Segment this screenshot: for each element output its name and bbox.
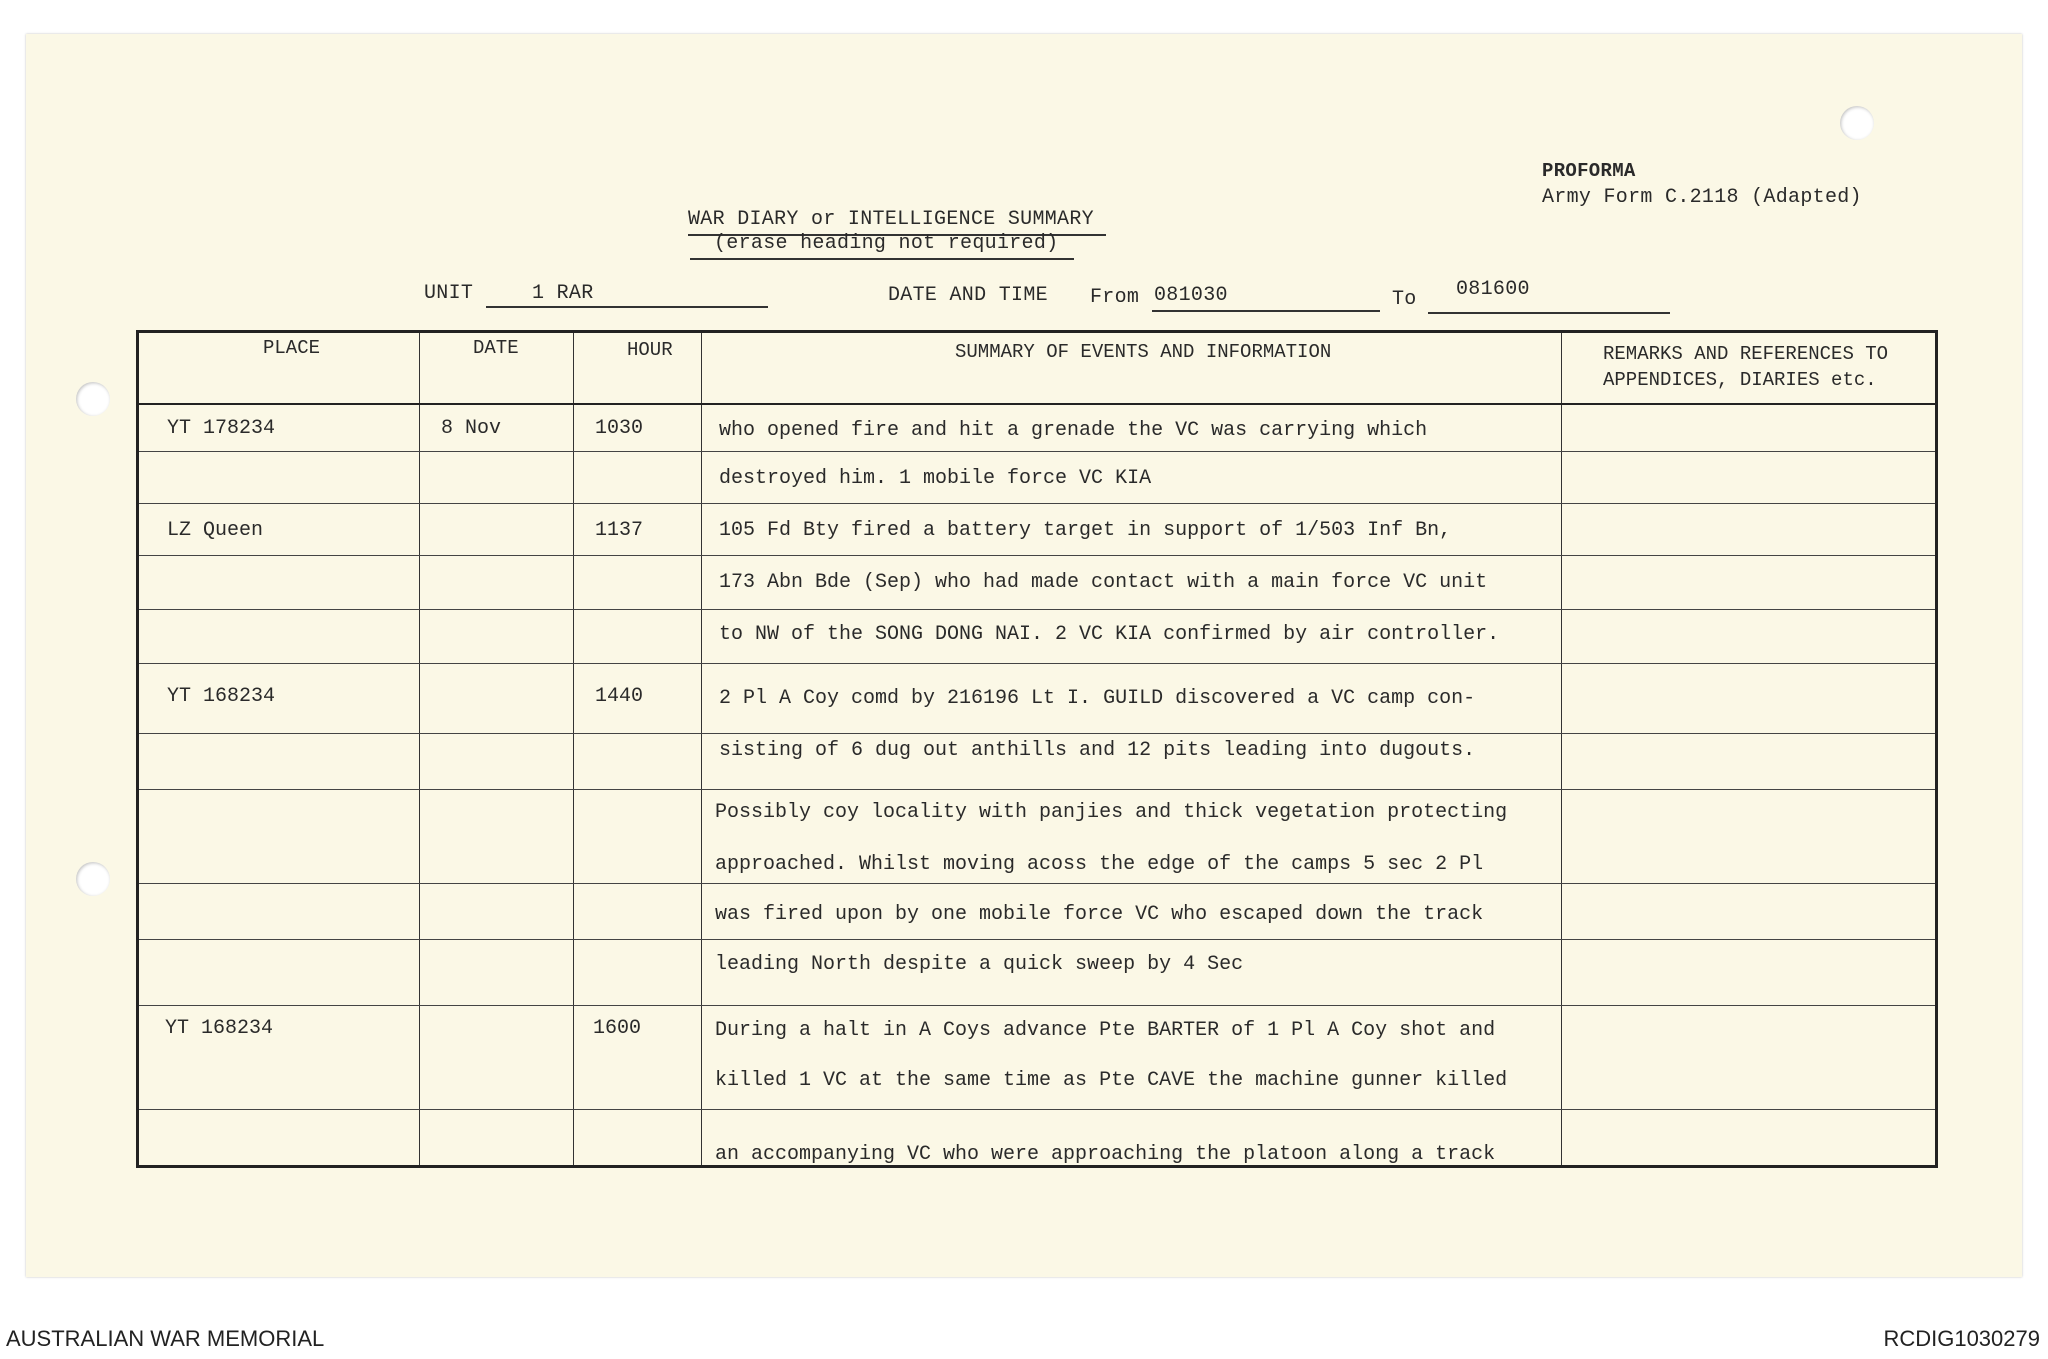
- summary-cell: destroyed him. 1 mobile force VC KIA: [719, 467, 1152, 490]
- summary-cell: an accompanying VC who were approaching the platoon along a track: [715, 1143, 1496, 1166]
- column-divider: [573, 333, 574, 1165]
- proforma-label: PROFORMA: [1542, 160, 1636, 182]
- punch-hole: [1840, 106, 1874, 140]
- row-divider: [139, 883, 1935, 884]
- place-cell: YT 168234: [167, 685, 276, 708]
- unit-value: 1 RAR: [532, 282, 594, 305]
- row-divider: [139, 733, 1935, 734]
- column-divider: [1561, 333, 1562, 1165]
- war-diary-table: [136, 330, 1938, 1168]
- row-divider: [139, 1109, 1935, 1110]
- to-label: To: [1392, 288, 1417, 311]
- from-underline: [1152, 310, 1380, 312]
- date-time-label: DATE AND TIME: [888, 284, 1048, 307]
- column-header-date: DATE: [473, 337, 519, 359]
- row-divider: [139, 1005, 1935, 1006]
- punch-hole: [76, 382, 110, 416]
- column-header-remarks: APPENDICES, DIARIES etc.: [1603, 369, 1877, 391]
- row-divider: [139, 451, 1935, 452]
- header-divider: [139, 403, 1935, 405]
- summary-cell: killed 1 VC at the same time as Pte CAVE the machine gunner killed: [715, 1069, 1508, 1092]
- place-cell: YT 168234: [165, 1017, 274, 1040]
- archive-reference: RCDIG1030279: [1883, 1326, 2040, 1351]
- document-title: WAR DIARY or INTELLIGENCE SUMMARY: [688, 208, 1094, 231]
- row-divider: [139, 503, 1935, 504]
- summary-cell: to NW of the SONG DONG NAI. 2 VC KIA confirmed by air controller.: [719, 623, 1500, 646]
- place-cell: YT 178234: [167, 417, 276, 440]
- to-value: 081600: [1456, 278, 1530, 301]
- punch-hole: [76, 862, 110, 896]
- hour-cell: 1137: [595, 519, 644, 542]
- summary-cell: leading North despite a quick sweep by 4 Sec: [715, 953, 1244, 976]
- hour-cell: 1440: [595, 685, 644, 708]
- summary-cell: During a halt in A Coys advance Pte BARTER of 1 Pl A Coy shot and: [715, 1019, 1496, 1042]
- summary-cell: who opened fire and hit a grenade the VC was carrying which: [719, 419, 1428, 442]
- hour-cell: 1030: [595, 417, 644, 440]
- from-value: 081030: [1154, 284, 1228, 307]
- column-header-summary: SUMMARY OF EVENTS AND INFORMATION: [955, 341, 1332, 363]
- column-divider: [701, 333, 702, 1165]
- army-form-label: Army Form C.2118 (Adapted): [1542, 186, 1862, 209]
- row-divider: [139, 939, 1935, 940]
- summary-cell: approached. Whilst moving acoss the edge of the camps 5 sec 2 Pl: [715, 853, 1484, 876]
- summary-cell: 2 Pl A Coy comd by 216196 Lt I. GUILD discovered a VC camp con-: [719, 687, 1476, 710]
- date-cell: 8 Nov: [441, 417, 502, 440]
- archive-name: AUSTRALIAN WAR MEMORIAL: [6, 1326, 325, 1351]
- column-divider: [419, 333, 420, 1165]
- unit-label: UNIT: [424, 282, 474, 305]
- summary-cell: 105 Fd Bty fired a battery target in support of 1/503 Inf Bn,: [719, 519, 1452, 542]
- hour-cell: 1600: [593, 1017, 642, 1040]
- row-divider: [139, 789, 1935, 790]
- row-divider: [139, 555, 1935, 556]
- column-header-hour: HOUR: [627, 339, 673, 361]
- summary-cell: was fired upon by one mobile force VC who escaped down the track: [715, 903, 1484, 926]
- subtitle-underline: [690, 258, 1074, 260]
- row-divider: [139, 609, 1935, 610]
- column-header-remarks: REMARKS AND REFERENCES TO: [1603, 343, 1889, 365]
- from-label: From: [1090, 286, 1140, 309]
- column-header-place: PLACE: [263, 337, 321, 359]
- row-divider: [139, 663, 1935, 664]
- document-subtitle: (erase heading not required): [714, 232, 1059, 255]
- place-cell: LZ Queen: [167, 519, 264, 542]
- unit-underline: [486, 306, 768, 308]
- summary-cell: 173 Abn Bde (Sep) who had made contact with a main force VC unit: [719, 571, 1488, 594]
- summary-cell: Possibly coy locality with panjies and thick vegetation protecting: [715, 801, 1508, 824]
- summary-cell: sisting of 6 dug out anthills and 12 pits leading into dugouts.: [719, 739, 1476, 762]
- to-underline: [1428, 312, 1670, 314]
